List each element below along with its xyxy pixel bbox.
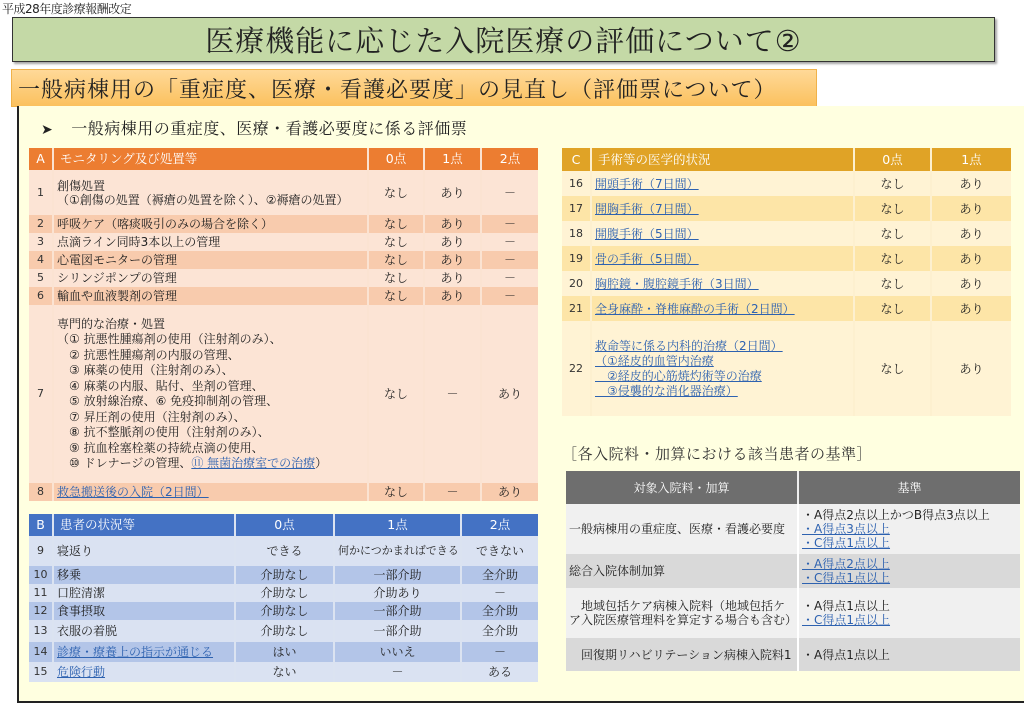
table-row: 4 心電図モニターの管理 なし あり －	[29, 251, 538, 269]
row-item: 創傷処置	[57, 178, 106, 193]
dangerous-behavior-link[interactable]: 危険行動	[57, 665, 106, 679]
table-a-col-1: 1点	[424, 148, 481, 170]
criteria-heading: ［各入院料・加算における該当患者の基準］	[562, 445, 873, 463]
table-row: 18 開腹手術（5日間） なし あり	[562, 221, 1011, 246]
table-b-letter: B	[29, 514, 53, 536]
internal-treatment-link[interactable]: 救命等に係る内科的治療（2日間）	[595, 338, 783, 353]
table-b-title: 患者の状況等	[53, 514, 235, 536]
table-row: 10 移乗 介助なし 一部介助 全介助	[29, 566, 538, 584]
table-c-col-1: 1点	[931, 148, 1011, 171]
table-a-title: モニタリング及び処置等	[53, 148, 368, 170]
row-item: 専門的な治療・処置	[57, 316, 166, 331]
bullet-heading	[41, 116, 467, 139]
row-item: シリンジポンプの管理	[53, 269, 368, 287]
table-c-letter: C	[562, 148, 591, 171]
table-b-col-1: 1点	[334, 514, 461, 536]
table-row: 地域包括ケア病棟入院料（地域包括ケア入院医療管理料を算定する場合も含む） ・A得点1点以上 ・C得点1点以上	[566, 588, 1020, 638]
page-title: 医療機能に応じた入院医療の評価について②	[12, 17, 995, 62]
revision-note: 平成28年度診療報酬改定	[2, 2, 132, 16]
row-item: 移乗	[53, 566, 235, 584]
sterile-room-link[interactable]: ⑪ 無菌治療室での治療	[191, 456, 316, 470]
table-row: 21 全身麻酔・脊椎麻酔の手術（2日間） なし あり	[562, 296, 1011, 321]
content-panel	[17, 106, 1024, 703]
table-row: 9 寝返り できる 何かにつかまればできる できない	[29, 536, 538, 566]
table-row: 19 骨の手術（5日間） なし あり	[562, 246, 1011, 271]
row-item: 呼吸ケア（喀痰吸引のみの場合を除く）	[53, 215, 368, 233]
row-item: 口腔清潔	[53, 584, 235, 602]
row-item: 点滴ライン同時3本以上の管理	[53, 233, 368, 251]
table-c-surgical-status	[562, 148, 1011, 416]
table-b-patient-status	[29, 514, 538, 682]
criteria-table	[566, 471, 1020, 671]
instruction-comprehension-link[interactable]: 診療・療養上の指示が通じる	[57, 645, 214, 659]
table-row: 14 診療・療養上の指示が通じる はい いいえ －	[29, 642, 538, 662]
table-row: 6 輸血や血液製剤の管理 なし あり －	[29, 287, 538, 305]
row-item: 食事摂取	[53, 602, 235, 620]
row-item: 寝返り	[53, 536, 235, 566]
section-banner: 一般病棟用の「重症度、医療・看護必要度」の見直し（評価票について）	[11, 69, 817, 107]
bone-surgery-link[interactable]: 骨の手術（5日間）	[595, 251, 699, 266]
table-row: 2 呼吸ケア（喀痰吸引のみの場合を除く） なし あり －	[29, 215, 538, 233]
table-row: 22 救命等に係る内科的治療（2日間） （①経皮的血管内治療 ②経皮的心筋焼灼術等の治療 ③侵襲的な消化器治療） なし あり	[562, 321, 1011, 416]
endoscopic-surgery-link[interactable]: 胸腔鏡・腹腔鏡手術（3日間）	[595, 276, 759, 291]
table-row: 5 シリンジポンプの管理 なし あり －	[29, 269, 538, 287]
table-a-letter: A	[29, 148, 53, 170]
table-row: 16 開頭手術（7日間） なし あり	[562, 171, 1011, 196]
row-item: 輸血や血液製剤の管理	[53, 287, 368, 305]
table-row: 20 胸腔鏡・腹腔鏡手術（3日間） なし あり	[562, 271, 1011, 296]
bullet-heading-text: 一般病棟用の重症度、医療・看護必要度に係る評価票	[71, 119, 468, 138]
laparotomy-link[interactable]: 開腹手術（5日間）	[595, 226, 699, 241]
table-b-col-0: 0点	[235, 514, 334, 536]
criteria-col-standard: 基準	[798, 471, 1020, 504]
table-b-col-2: 2点	[461, 514, 538, 536]
arrow-bullet-icon: ➤	[41, 122, 54, 138]
craniotomy-link[interactable]: 開頭手術（7日間）	[595, 176, 699, 191]
table-a-monitoring	[29, 148, 538, 501]
table-row: 12 食事摂取 介助なし 一部介助 全介助	[29, 602, 538, 620]
table-c-title: 手術等の医学的状況	[591, 148, 854, 171]
table-row: 一般病棟用の重症度、医療・看護必要度 ・A得点2点以上かつB得点3点以上 ・A得点3点以上 ・C得点1点以上	[566, 504, 1020, 554]
table-row: 17 開胸手術（7日間） なし あり	[562, 196, 1011, 221]
table-row: 8 救急搬送後の入院（2日間） なし － あり	[29, 483, 538, 501]
thoracotomy-link[interactable]: 開胸手術（7日間）	[595, 201, 699, 216]
emergency-admission-link[interactable]: 救急搬送後の入院（2日間）	[57, 485, 209, 499]
table-row: 1 創傷処置 （①創傷の処置（褥瘡の処置を除く）、②褥瘡の処置） なし あり －	[29, 170, 538, 215]
row-item-sub: （①創傷の処置（褥瘡の処置を除く）、②褥瘡の処置）	[57, 192, 349, 207]
table-c-col-0: 0点	[854, 148, 931, 171]
table-row: 11 口腔清潔 介助なし 介助あり －	[29, 584, 538, 602]
table-row: 7 専門的な治療・処置 （① 抗悪性腫瘍剤の使用（注射剤のみ）、 ② 抗悪性腫瘍剤の内服の管理、 ③ 麻薬の使用（注射剤のみ）、 ④ 麻薬の内服、貼付、坐剤の管理、 ⑤ 放射線治療、⑥ 免疫抑制剤の管理、 ⑦ 昇圧剤の使用（注射剤のみ）、 ⑧ 抗不整脈剤の使用（注射剤のみ）、 ⑨ 抗血栓塞栓薬の持続点滴の使用、 ⑩ ドレナージの管理、⑪ 無菌治療室での治療） なし － あり	[29, 305, 538, 483]
table-a-col-2: 2点	[481, 148, 538, 170]
table-row: 総合入院体制加算 ・A得点2点以上 ・C得点1点以上	[566, 554, 1020, 588]
row-item: 心電図モニターの管理	[53, 251, 368, 269]
criteria-col-target: 対象入院料・加算	[566, 471, 798, 504]
table-a-col-0: 0点	[368, 148, 424, 170]
table-row: 3 点滴ライン同時3本以上の管理 なし あり －	[29, 233, 538, 251]
anesthesia-surgery-link[interactable]: 全身麻酔・脊椎麻酔の手術（2日間）	[595, 301, 795, 316]
row-item: 衣服の着脱	[53, 620, 235, 642]
table-row: 13 衣服の着脱 介助なし 一部介助 全介助	[29, 620, 538, 642]
table-row: 回復期リハビリテーション病棟入院料1 ・A得点1点以上	[566, 638, 1020, 671]
table-row: 15 危険行動 ない － ある	[29, 662, 538, 682]
